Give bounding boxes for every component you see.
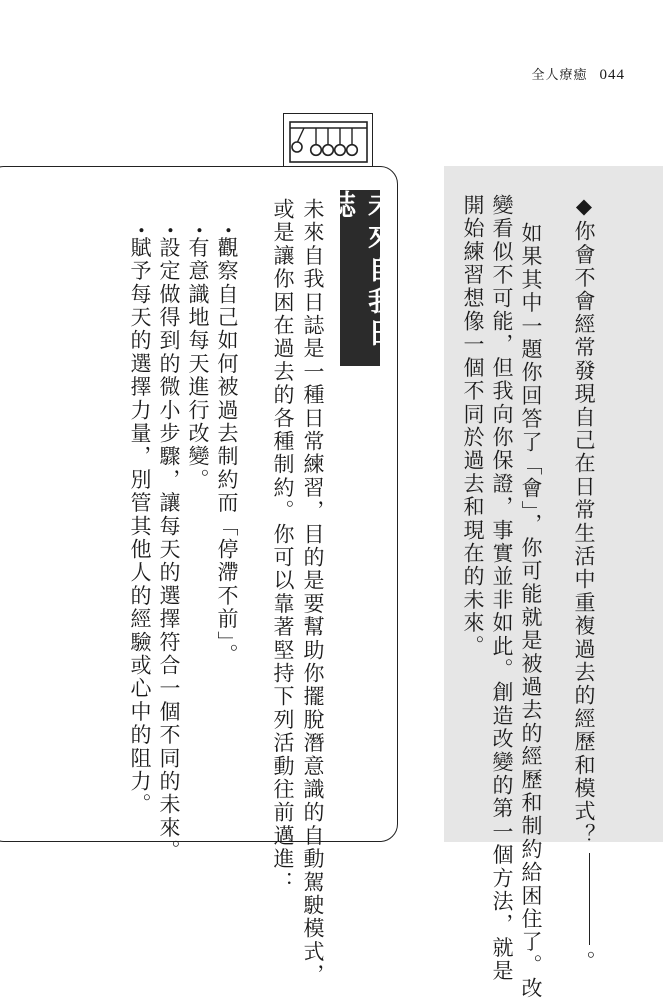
intro-line-2: 或是讓你困在過去的各種制約。你可以靠著堅持下列活動往前邁進： <box>271 198 295 894</box>
question-line <box>573 194 594 974</box>
running-header <box>531 64 625 84</box>
bullet-item <box>187 226 208 492</box>
bullet-item <box>129 226 150 816</box>
newtons-cradle-tab <box>283 113 373 168</box>
section-title: 未來自我日誌 <box>324 190 397 350</box>
page-number: 044 <box>599 67 625 83</box>
bullet-item <box>216 226 237 667</box>
answer-blank <box>589 853 590 945</box>
sidebar-line-2: 變看似不可能，但我向你保證，事實並非如此。創造改變的第一個方法，就是 <box>490 194 514 983</box>
bullet-symbol: • <box>132 226 148 237</box>
sidebar-line-1: 如果其中一題你回答了「會」，你可能就是被過去的經歷和制約給困住了。改 <box>519 222 543 1000</box>
bullet-item <box>158 226 179 863</box>
bullet-text: 有意識地每天進行改變。 <box>186 236 210 492</box>
bullet-text: 觀察自己如何被過去制約而「停滯不前」。 <box>215 236 239 667</box>
bullet-text: 設定做得到的微小步驟，讓每天的選擇符合一個不同的未來。 <box>157 236 181 863</box>
question-text: ◆你會不會經常發現自己在日常生活中重複過去的經歷和模式？ <box>572 194 596 847</box>
bullet-symbol: • <box>190 226 206 237</box>
book-title: 全人療癒 <box>531 68 588 83</box>
newtons-cradle-icon <box>284 114 374 169</box>
bullet-text: 賦予每天的選擇力量，別管其他人的經驗或心中的阻力。 <box>128 236 152 817</box>
bullet-symbol: • <box>161 226 177 237</box>
sidebar-line-3: 開始練習想像一個不同於過去和現在的未來。 <box>461 194 485 658</box>
intro-line-1: 未來自我日誌是一種日常練習，目的是要幫助你擺脫潛意識的自動駕駛模式， <box>301 198 325 987</box>
bullet-symbol: • <box>219 226 235 237</box>
question-end: 。 <box>572 950 596 974</box>
section-title-box <box>324 190 397 366</box>
